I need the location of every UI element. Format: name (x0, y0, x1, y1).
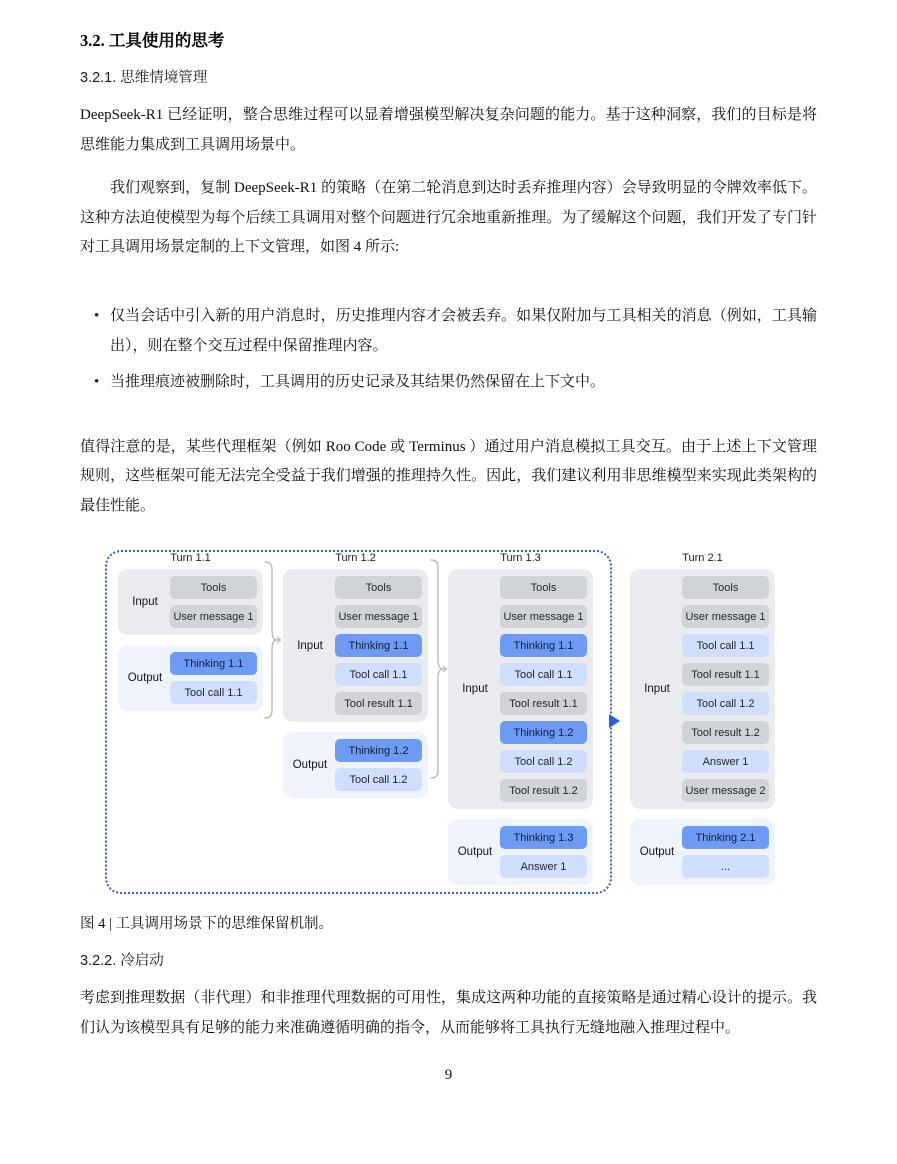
arrow-right-icon (609, 714, 620, 728)
turn-column-1-2 (283, 552, 428, 798)
box-tool-call-1-1: Tool call 1.1 (170, 681, 257, 704)
page-number: 9 (444, 1067, 453, 1083)
box-user-message-1: User message 1 (500, 605, 587, 628)
turn-title: Turn 1.1 (170, 552, 211, 564)
input-group (448, 569, 593, 809)
box-user-message-1: User message 1 (335, 605, 422, 628)
turn-column-1-1 (118, 552, 263, 711)
box-thinking-1-1: Thinking 1.1 (500, 634, 587, 657)
box-tool-call-1-1: Tool call 1.1 (682, 634, 769, 657)
box-tools: Tools (170, 576, 257, 599)
bullet-item (94, 367, 817, 397)
group-label: Output (639, 846, 675, 858)
box-tool-call-1-2: Tool call 1.2 (500, 750, 587, 773)
paragraph-1: DeepSeek-R1 已经证明，整合思维过程可以显着增强模型解决复杂问题的能力。基于这种洞察，我们的目标是将思维能力集成到工具调用场景中。 (80, 107, 817, 153)
paragraph-3: 值得注意的是，某些代理框架（例如 Roo Code 或 Terminus ）通过用户消息模拟工具交互。由于上述上下文管理规则，这些框架可能无法完全受益于我们增强的推理持久性。因此，我们建议利用非思维模型来实现此类架构的最佳性能。 (80, 438, 817, 514)
subsection-heading-2: 3.2.2. 冷启动 (80, 953, 164, 969)
input-group (118, 569, 263, 635)
box-tools: Tools (682, 576, 769, 599)
box-tool-call-1-2: Tool call 1.2 (335, 768, 422, 791)
group-label: Output (127, 672, 163, 684)
figure-caption: 图 4 | 工具调用场景下的思维保留机制。 (80, 916, 334, 932)
box-thinking-1-1: Thinking 1.1 (335, 634, 422, 657)
subsection-heading-1: 3.2.1. 思维情境管理 (80, 70, 208, 86)
group-label: Output (292, 759, 328, 771)
turn-title: Turn 2.1 (682, 552, 723, 564)
paragraph-4: 考虑到推理数据（非代理）和非推理代理数据的可用性，集成这两种功能的直接策略是通过精心设计的提示。我们认为该模型具有足够的能力来准确遵循明确的指令，从而能够将工具执行无缝地融入推理过程中。 (80, 990, 817, 1036)
box-thinking-1-2: Thinking 1.2 (335, 739, 422, 762)
turn-column-2-1 (630, 552, 775, 885)
group-label: Input (297, 639, 323, 652)
group-label: Output (457, 846, 493, 858)
group-label: Input (462, 683, 488, 695)
group-label: Input (132, 596, 158, 608)
input-group (283, 569, 428, 722)
box-tool-result-1-1: Tool result 1.1 (682, 663, 769, 686)
brace-connector-icon (263, 561, 281, 719)
paragraph-2: 我们观察到，复制 DeepSeek-R1 的策略（在第二轮消息到达时丢弃推理内容）会导致明显的令牌效率低下。这种方法迫使模型为每个后续工具调用对整个问题进行冗余地重新推理。为了缓解这个问题，我们开发了专门针对工具调用场景定制的上下文管理，如图 4 所示: (80, 180, 817, 255)
bullet-item (94, 301, 817, 361)
output-group (283, 732, 428, 798)
box-tool-result-1-1: Tool result 1.1 (500, 692, 587, 715)
box-tool-result-1-1: Tool result 1.1 (335, 692, 422, 715)
output-group (448, 819, 593, 885)
box-ellipsis: ... (682, 855, 769, 878)
box-answer-1: Answer 1 (500, 855, 587, 878)
section-heading: 3.2. 工具使用的思考 (80, 31, 225, 50)
box-user-message-1: User message 1 (170, 605, 257, 628)
turn-title: Turn 1.3 (500, 552, 541, 564)
box-user-message-1: User message 1 (682, 605, 769, 628)
bullet-text: 当推理痕迹被删除时，工具调用的历史记录及其结果仍然保留在上下文中。 (110, 373, 606, 390)
bullet-marker: • (94, 307, 100, 324)
box-thinking-1-2: Thinking 1.2 (500, 721, 587, 744)
box-tool-call-1-1: Tool call 1.1 (335, 663, 422, 686)
box-answer-1: Answer 1 (682, 750, 769, 773)
brace-connector-icon (429, 559, 447, 779)
box-tool-call-1-2: Tool call 1.2 (682, 692, 769, 715)
box-tool-result-1-2: Tool result 1.2 (682, 721, 769, 744)
box-tool-result-1-2: Tool result 1.2 (500, 779, 587, 802)
turn-title: Turn 1.2 (335, 552, 376, 564)
box-tools: Tools (335, 576, 422, 599)
group-label: Input (644, 683, 670, 695)
box-user-message-2: User message 2 (682, 779, 769, 802)
box-tool-call-1-1: Tool call 1.1 (500, 663, 587, 686)
box-thinking-2-1: Thinking 2.1 (682, 826, 769, 849)
output-group (630, 819, 775, 885)
bullet-list (80, 301, 817, 397)
box-thinking-1-1: Thinking 1.1 (170, 652, 257, 675)
box-thinking-1-3: Thinking 1.3 (500, 826, 587, 849)
box-tools: Tools (500, 576, 587, 599)
figure-thinking-retention (80, 542, 817, 904)
output-group (118, 645, 263, 711)
turn-column-1-3 (448, 552, 593, 885)
input-group (630, 569, 775, 809)
bullet-marker: • (94, 373, 100, 390)
bullet-text: 仅当会话中引入新的用户消息时，历史推理内容才会被丢弃。如果仅附加与工具相关的消息（例如，工具输出），则在整个交互过程中保留推理内容。 (110, 307, 817, 354)
